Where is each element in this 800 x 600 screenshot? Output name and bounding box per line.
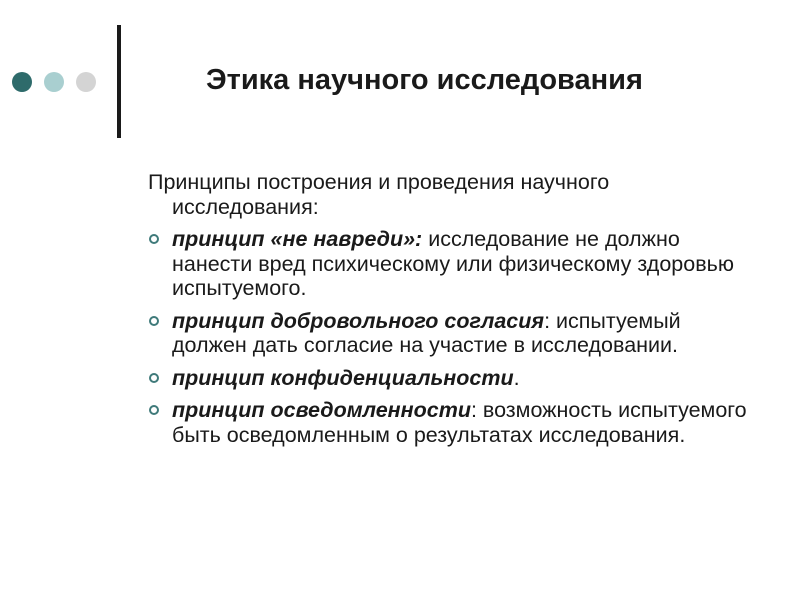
dot-icon-light (44, 72, 64, 92)
bullet-circle-icon (149, 373, 159, 383)
principle-term: принцип добровольного согласия (172, 308, 545, 333)
principle-description: : возможность испытуемого быть осведомленным о результатах исследования. (172, 398, 747, 447)
list-item-confidentiality (148, 366, 748, 391)
principle-description: . (513, 365, 520, 390)
bullet-circle-icon (149, 234, 159, 244)
principle-term: принцип конфиденциальности (172, 365, 514, 390)
principle-description: исследование не должно нанести вред психическому или физическому здоровью испытуемого. (172, 227, 734, 300)
bullet-circle-icon (149, 316, 159, 326)
principle-term: принцип «не навреди»: (172, 227, 423, 251)
title-divider (117, 25, 121, 138)
slide-title: Этика научного исследования (206, 64, 643, 96)
intro-line-1: Принципы построения и проведения научного (148, 170, 610, 194)
bullet-circle-icon (149, 405, 159, 415)
list-item-voluntary-consent (148, 309, 748, 358)
list-item-awareness (148, 398, 748, 447)
intro-line-2: исследования: (172, 194, 319, 219)
dot-icon-dark (12, 72, 32, 92)
principles-list (148, 227, 748, 447)
decorative-dots (12, 72, 96, 92)
list-item-do-no-harm (148, 227, 748, 301)
principle-description: : испытуемый должен дать согласие на участие в исследовании. (172, 308, 681, 357)
principle-term: принцип осведомленности (172, 398, 471, 422)
intro-text (148, 170, 748, 219)
slide-content (148, 170, 748, 455)
dot-icon-gray (76, 72, 96, 92)
